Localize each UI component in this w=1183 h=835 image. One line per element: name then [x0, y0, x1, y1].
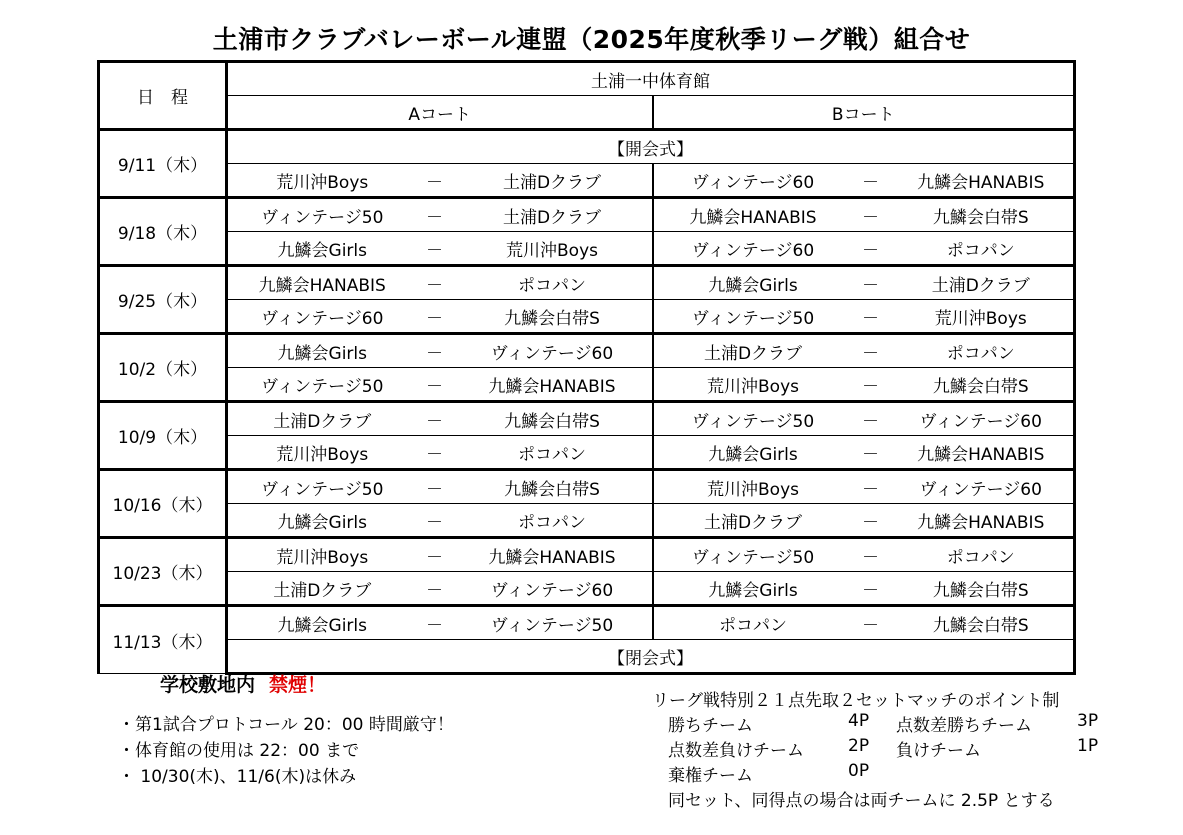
date-cell: 10/16（木）: [99, 470, 227, 538]
court-b-team-1: 荒川沖Boys: [653, 470, 853, 504]
court-b-dash: －: [853, 402, 889, 436]
court-b-dash: －: [853, 504, 889, 538]
match-row: [99, 470, 1075, 504]
court-a-team-1: 九鱗会HANABIS: [227, 266, 417, 300]
court-b-dash: －: [853, 436, 889, 470]
win-points: 4P: [848, 711, 870, 731]
court-a-team-1: ヴィンテージ50: [227, 368, 417, 402]
court-a-dash: －: [417, 300, 453, 334]
court-b-team-2: ポコパン: [889, 334, 1075, 368]
court-a-team-2: ポコパン: [453, 266, 653, 300]
points-heading: リーグ戦特別２１点先取２セットマッチのポイント制: [652, 691, 1060, 711]
court-a-team-1: 荒川沖Boys: [227, 538, 417, 572]
match-row: [99, 266, 1075, 300]
court-b-dash: －: [853, 266, 889, 300]
court-b-team-1: 土浦Dクラブ: [653, 334, 853, 368]
match-row: [99, 572, 1075, 606]
court-a-team-2: 土浦Dクラブ: [453, 164, 653, 198]
court-b-team-1: ヴィンテージ50: [653, 538, 853, 572]
court-b-team-1: ポコパン: [653, 606, 853, 640]
court-b-team-2: ヴィンテージ60: [889, 470, 1075, 504]
smoking-notice: [160, 670, 326, 697]
court-a-dash: －: [417, 538, 453, 572]
bullet-gym-use: ・体育館の使用は 22：00 まで: [118, 741, 360, 761]
court-b-dash: －: [853, 606, 889, 640]
court-b-team-2: ポコパン: [889, 538, 1075, 572]
court-a-team-1: 九鱗会Girls: [227, 504, 417, 538]
court-b-dash: －: [853, 470, 889, 504]
schedule-table: [97, 60, 1076, 675]
court-a-team-1: ヴィンテージ50: [227, 470, 417, 504]
match-row: [99, 300, 1075, 334]
court-b-team-1: ヴィンテージ60: [653, 164, 853, 198]
court-b-team-2: 九鱗会HANABIS: [889, 504, 1075, 538]
court-b-dash: －: [853, 572, 889, 606]
court-a-dash: －: [417, 232, 453, 266]
court-a-dash: －: [417, 164, 453, 198]
court-a-dash: －: [417, 572, 453, 606]
closing-ceremony: 【閉会式】: [227, 640, 1075, 674]
court-a-team-1: 九鱗会Girls: [227, 606, 417, 640]
court-a-team-2: 荒川沖Boys: [453, 232, 653, 266]
forfeit-points: 0P: [848, 761, 870, 781]
court-b-dash: －: [853, 300, 889, 334]
court-b-team-1: 九鱗会HANABIS: [653, 198, 853, 232]
match-row: [99, 436, 1075, 470]
court-b-team-1: 九鱗会Girls: [653, 266, 853, 300]
court-b-team-1: 九鱗会Girls: [653, 436, 853, 470]
court-a-dash: －: [417, 606, 453, 640]
notice-text: 学校敷地内: [160, 674, 256, 696]
court-a-team-1: 九鱗会Girls: [227, 334, 417, 368]
court-b-team-2: 荒川沖Boys: [889, 300, 1075, 334]
court-b-dash: －: [853, 334, 889, 368]
match-row: [99, 198, 1075, 232]
court-b-team-2: 九鱗会白帯S: [889, 606, 1075, 640]
court-b-team-1: ヴィンテージ60: [653, 232, 853, 266]
court-a-team-2: ポコパン: [453, 436, 653, 470]
court-b-dash: －: [853, 232, 889, 266]
court-a-dash: －: [417, 334, 453, 368]
date-cell: 10/9（木）: [99, 402, 227, 470]
court-b-team-1: 九鱗会Girls: [653, 572, 853, 606]
court-b-dash: －: [853, 198, 889, 232]
court-b-team-2: 九鱗会HANABIS: [889, 164, 1075, 198]
court-a-team-1: 荒川沖Boys: [227, 164, 417, 198]
court-a-team-1: ヴィンテージ50: [227, 198, 417, 232]
diff-win-points: 3P: [1077, 711, 1099, 731]
match-row: [99, 402, 1075, 436]
court-a-team-2: ヴィンテージ60: [453, 334, 653, 368]
diff-win-label: 点数差勝ちチーム: [896, 716, 1032, 736]
court-a-team-2: ヴィンテージ50: [453, 606, 653, 640]
court-a-team-2: 九鱗会白帯S: [453, 300, 653, 334]
court-b-team-2: 九鱗会白帯S: [889, 368, 1075, 402]
date-cell: 10/2（木）: [99, 334, 227, 402]
match-row: [99, 334, 1075, 368]
date-header: 日 程: [99, 62, 227, 130]
court-b-dash: －: [853, 368, 889, 402]
court-b-team-1: 土浦Dクラブ: [653, 504, 853, 538]
court-a-dash: －: [417, 402, 453, 436]
court-a-team-2: 土浦Dクラブ: [453, 198, 653, 232]
match-row: [99, 606, 1075, 640]
court-b-team-2: 九鱗会白帯S: [889, 198, 1075, 232]
diff-lose-label: 点数差負けチーム: [668, 741, 804, 761]
court-b-dash: －: [853, 538, 889, 572]
court-b-team-2: 土浦Dクラブ: [889, 266, 1075, 300]
match-row: [99, 538, 1075, 572]
court-a-dash: －: [417, 198, 453, 232]
court-b-team-2: ポコパン: [889, 232, 1075, 266]
court-a-dash: －: [417, 504, 453, 538]
bullet-protocol: ・第1試合プロトコール 20：00 時間厳守！: [118, 715, 454, 735]
court-a-dash: －: [417, 368, 453, 402]
page-title: 土浦市クラブバレーボール連盟（2025年度秋季リーグ戦）組合せ: [212, 25, 971, 54]
match-row: [99, 368, 1075, 402]
venue-header: 土浦一中体育館: [227, 62, 1075, 96]
court-b-header: Bコート: [653, 96, 1075, 130]
court-a-team-1: 荒川沖Boys: [227, 436, 417, 470]
date-cell: 9/18（木）: [99, 198, 227, 266]
court-b-team-1: 荒川沖Boys: [653, 368, 853, 402]
court-b-team-1: ヴィンテージ50: [653, 402, 853, 436]
court-a-dash: －: [417, 266, 453, 300]
court-a-team-1: 土浦Dクラブ: [227, 402, 417, 436]
match-row: [99, 504, 1075, 538]
match-row: [99, 232, 1075, 266]
court-a-team-2: ヴィンテージ60: [453, 572, 653, 606]
court-a-team-2: 九鱗会白帯S: [453, 402, 653, 436]
tie-note: 同セット、同得点の場合は両チームに 2.5P とする: [668, 791, 1055, 811]
court-a-team-1: 九鱗会Girls: [227, 232, 417, 266]
court-a-team-2: 九鱗会HANABIS: [453, 538, 653, 572]
lose-points: 1P: [1077, 736, 1099, 756]
court-a-header: Aコート: [227, 96, 653, 130]
court-b-team-2: ヴィンテージ60: [889, 402, 1075, 436]
court-a-team-1: 土浦Dクラブ: [227, 572, 417, 606]
opening-ceremony: 【開会式】: [227, 130, 1075, 164]
court-a-dash: －: [417, 470, 453, 504]
court-a-team-2: 九鱗会白帯S: [453, 470, 653, 504]
court-b-team-1: ヴィンテージ50: [653, 300, 853, 334]
no-smoking-warning: 禁煙！: [269, 674, 327, 696]
court-a-team-1: ヴィンテージ60: [227, 300, 417, 334]
date-cell: 10/23（木）: [99, 538, 227, 606]
court-b-dash: －: [853, 164, 889, 198]
court-a-team-2: ポコパン: [453, 504, 653, 538]
forfeit-label: 棄権チーム: [668, 766, 753, 786]
date-cell: 9/25（木）: [99, 266, 227, 334]
match-row: [99, 164, 1075, 198]
court-b-team-2: 九鱗会HANABIS: [889, 436, 1075, 470]
court-b-team-2: 九鱗会白帯S: [889, 572, 1075, 606]
bullet-holiday: ・ 10/30(木)、11/6(木)は休み: [118, 767, 357, 787]
court-a-team-2: 九鱗会HANABIS: [453, 368, 653, 402]
win-label: 勝ちチーム: [668, 716, 753, 736]
court-a-dash: －: [417, 436, 453, 470]
date-cell: 11/13（木）: [99, 606, 227, 674]
lose-label: 負けチーム: [896, 741, 981, 761]
date-cell: 9/11（木）: [99, 130, 227, 198]
diff-lose-points: 2P: [848, 736, 870, 756]
